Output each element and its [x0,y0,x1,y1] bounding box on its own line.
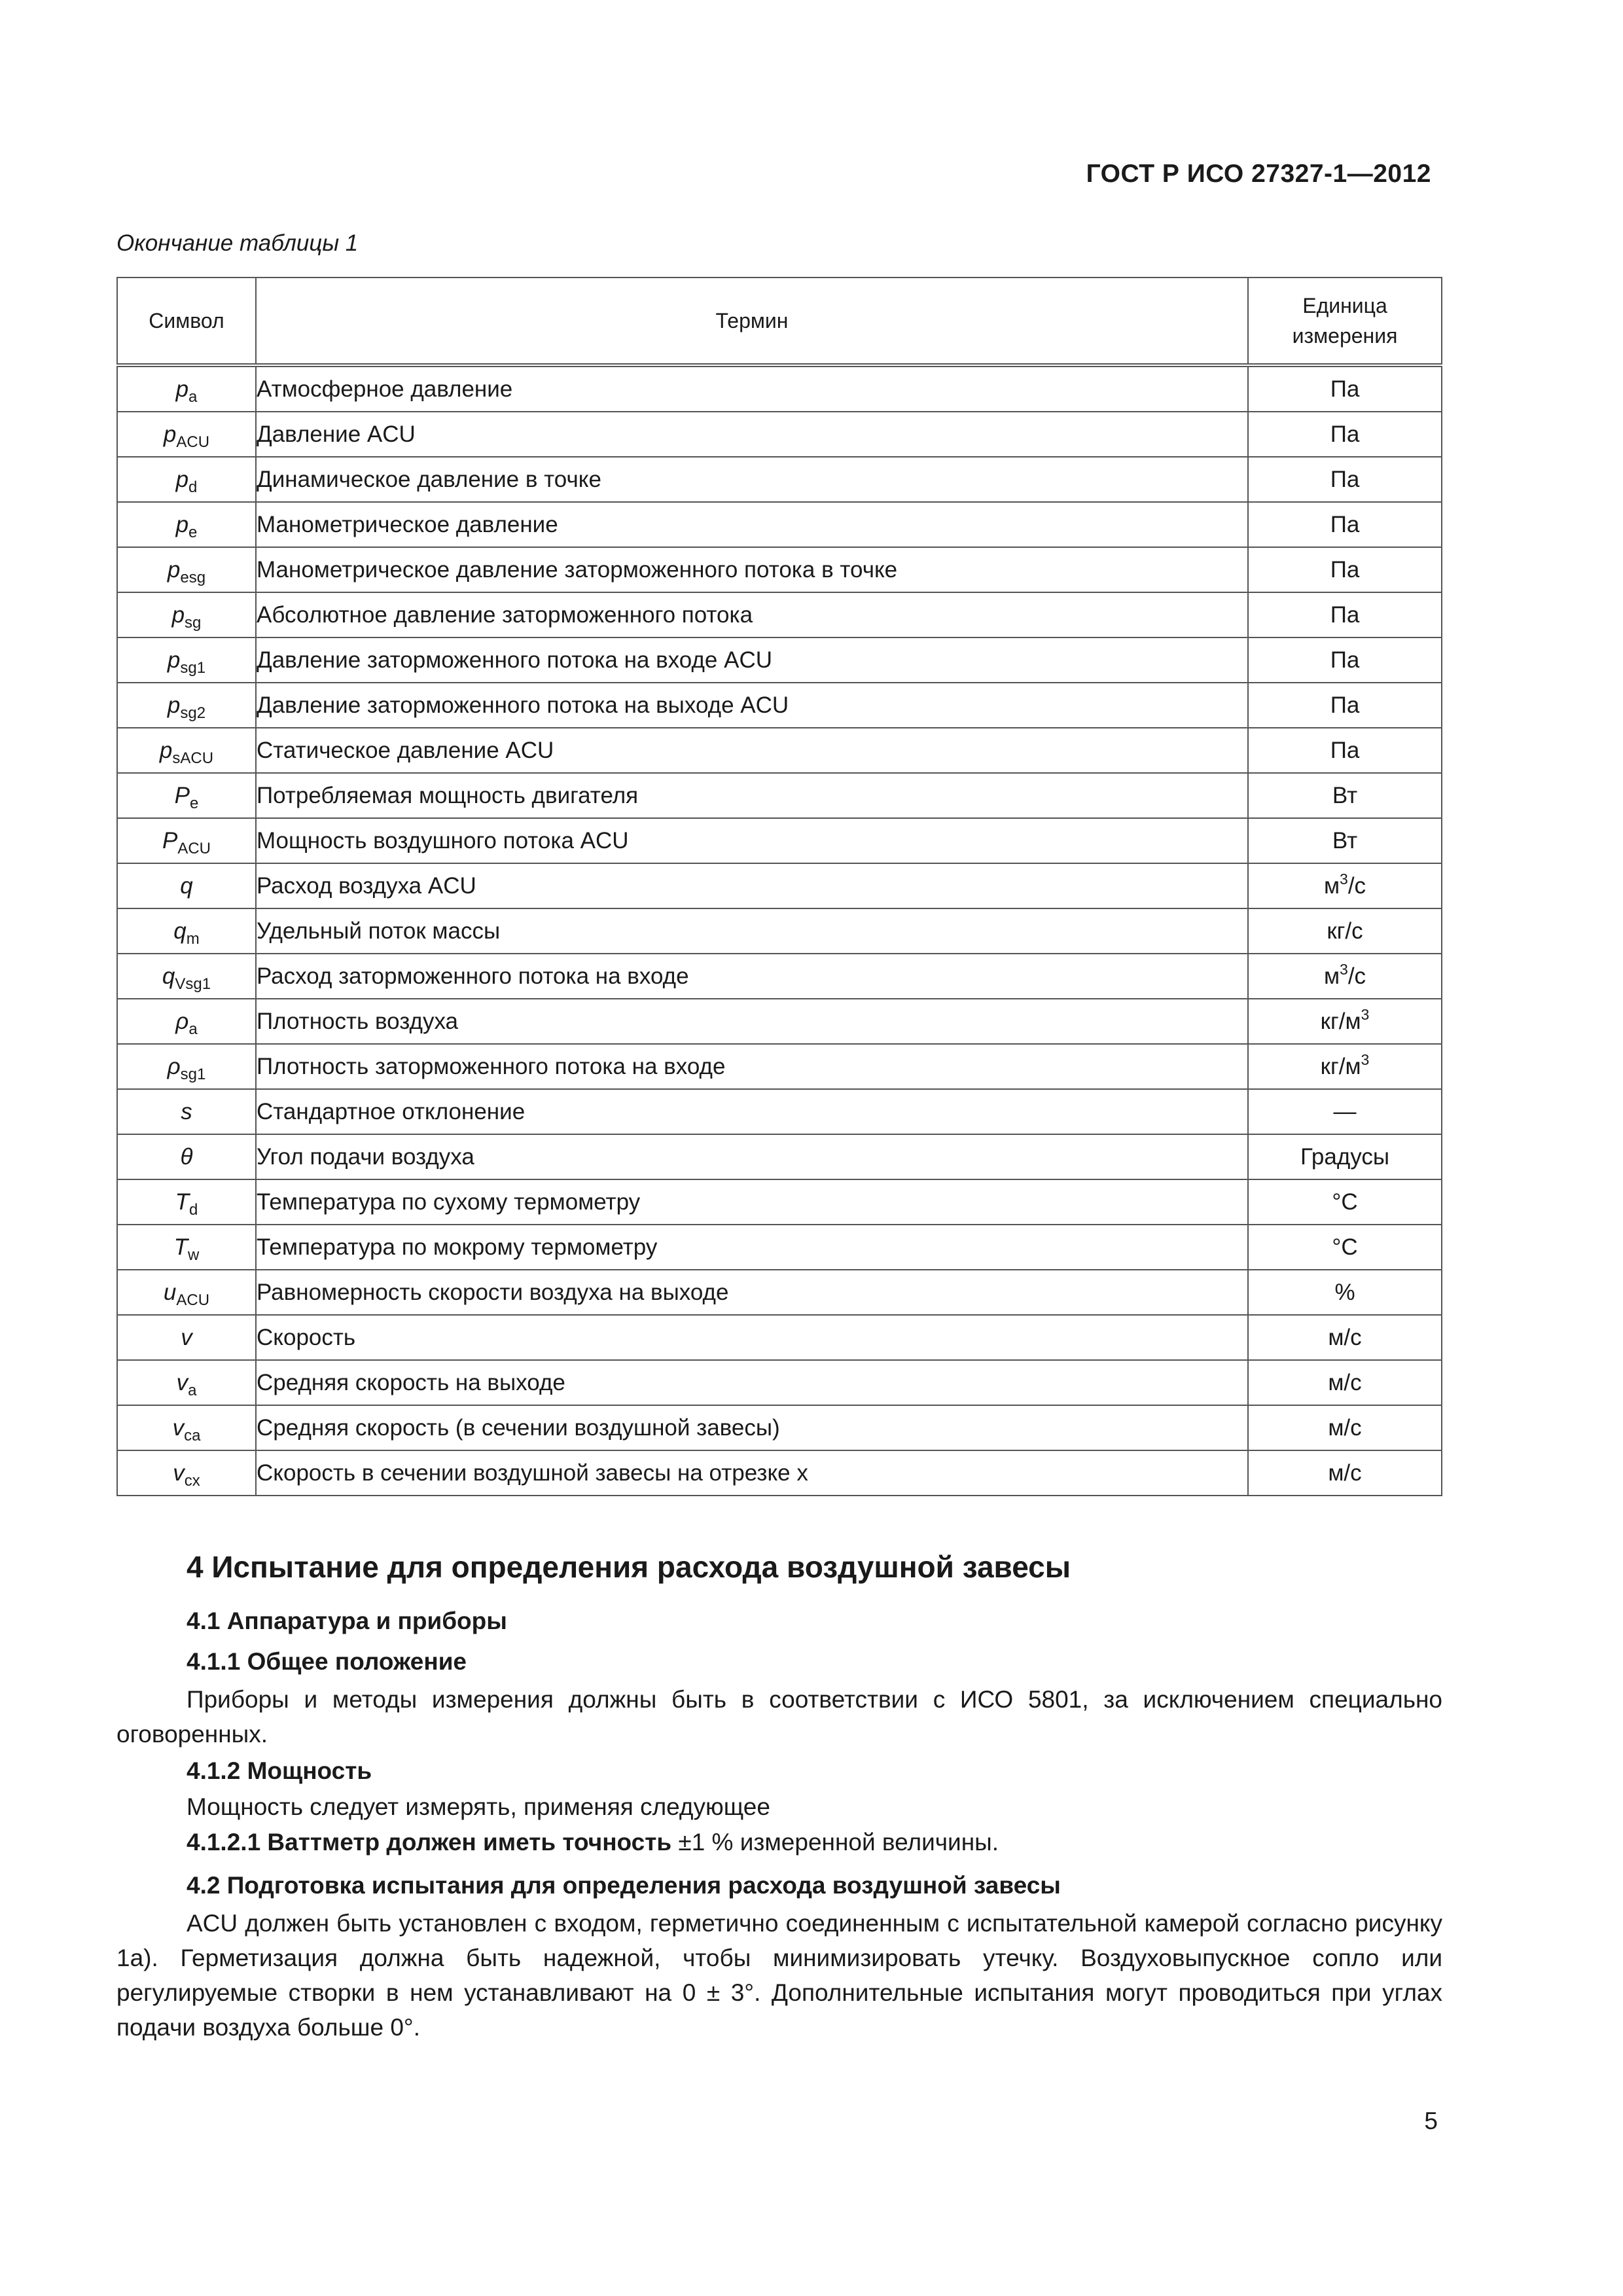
table-row [117,1179,1442,1225]
table-row [117,457,1442,502]
table-caption: Окончание таблицы 1 [116,230,359,256]
table-row [117,1225,1442,1270]
symbol-cell: $v_{ca}$ [117,1405,256,1450]
unit-cell: Вт [1248,773,1442,818]
section-4-2-paragraph: ACU должен быть установлен с входом, герметично соединенным с испытательной камерой согласно рисунку 1а). Герметизация должна быть надежной, чтобы минимизировать утечку. Воздуховыпускное сопло или регулируемые створки в нем устанавливают на 0 ± 3°. Дополнительные испытания могут проводиться при углах подачи воздуха больше 0°. [116,1910,1442,2041]
section-4-1-2-1-line [187,1829,999,1856]
unit-cell: °C [1248,1225,1442,1270]
unit-cell: Па [1248,637,1442,683]
symbol-cell: $u_{ACU}$ [117,1270,256,1315]
symbol-cell: $p_{sg2}$ [117,683,256,728]
table-row [117,818,1442,863]
table-row [117,728,1442,773]
symbol-cell: $p_{sACU}$ [117,728,256,773]
table-row [117,1134,1442,1179]
term-cell: Расход воздуха ACU [256,863,1248,908]
table-row [117,637,1442,683]
symbol-cell: $T_w$ [117,1225,256,1270]
document-code: ГОСТ Р ИСО 27327-1—2012 [1086,160,1431,188]
symbol-cell: $p_{sg1}$ [117,637,256,683]
unit-cell: % [1248,1270,1442,1315]
header-symbol: Символ [117,278,256,365]
table-row [117,365,1442,412]
unit-cell: °C [1248,1179,1442,1225]
symbol-cell: $P_e$ [117,773,256,818]
unit-cell: Па [1248,547,1442,592]
unit-cell: Вт [1248,818,1442,863]
term-cell: Температура по мокрому термометру [256,1225,1248,1270]
term-cell: Угол подачи воздуха [256,1134,1248,1179]
term-cell: Динамическое давление в точке [256,457,1248,502]
table-row [117,683,1442,728]
section-4-title: 4 Испытание для определения расхода воздушной завесы [187,1550,1071,1584]
section-4-1-2-1-bold: 4.1.2.1 Ваттметр должен иметь точность [187,1829,672,1856]
table-row [117,999,1442,1044]
symbol-cell: $p_{esg}$ [117,547,256,592]
symbol-cell: s [117,1089,256,1134]
symbol-cell: $p_{sg}$ [117,592,256,637]
header-term: Термин [256,278,1248,365]
term-cell: Температура по сухому термометру [256,1179,1248,1225]
symbol-cell: q [117,863,256,908]
table-row [117,1089,1442,1134]
table-row [117,1315,1442,1360]
term-cell: Манометрическое давление заторможенного потока в точке [256,547,1248,592]
symbol-cell: $P_{ACU}$ [117,818,256,863]
unit-cell: м/с [1248,1450,1442,1496]
unit-cell: Па [1248,502,1442,547]
term-cell: Скорость [256,1315,1248,1360]
term-cell: Давление ACU [256,412,1248,457]
table-row [117,1360,1442,1405]
term-cell: Стандартное отклонение [256,1089,1248,1134]
table-header-row [117,278,1442,365]
section-4-1-1-paragraph: Приборы и методы измерения должны быть в соответствии с ИСО 5801, за исключением специально оговоренных. [116,1686,1442,1748]
unit-cell: Па [1248,457,1442,502]
unit-cell: $кг/м^3$ [1248,1044,1442,1089]
term-cell: Равномерность скорости воздуха на выходе [256,1270,1248,1315]
table-row [117,908,1442,954]
unit-cell: $м^3/с$ [1248,863,1442,908]
term-cell: Манометрическое давление [256,502,1248,547]
table-row [117,1044,1442,1089]
term-cell: Скорость в сечении воздушной завесы на отрезке x [256,1450,1248,1496]
unit-cell: кг/с [1248,908,1442,954]
symbol-cell: $q_{Vsg1}$ [117,954,256,999]
term-cell: Плотность заторможенного потока на входе [256,1044,1248,1089]
page-number: 5 [1424,2108,1438,2134]
term-cell: Давление заторможенного потока на выходе ACU [256,683,1248,728]
symbol-cell: $p_a$ [117,365,256,412]
symbols-table [116,277,1442,1496]
table-body [117,365,1442,1496]
table-row [117,547,1442,592]
symbol-cell: $v_{cx}$ [117,1450,256,1496]
section-4-2-heading: 4.2 Подготовка испытания для определения расхода воздушной завесы [187,1872,1061,1899]
unit-cell: $м^3/с$ [1248,954,1442,999]
table-row [117,954,1442,999]
table-row [117,412,1442,457]
term-cell: Потребляемая мощность двигателя [256,773,1248,818]
table-row [117,502,1442,547]
term-cell: Расход заторможенного потока на входе [256,954,1248,999]
unit-cell: м/с [1248,1405,1442,1450]
symbol-cell: $\rho_{sg1}$ [117,1044,256,1089]
term-cell: Абсолютное давление заторможенного потока [256,592,1248,637]
table-row [117,1270,1442,1315]
symbol-cell: $v_a$ [117,1360,256,1405]
unit-cell: $кг/м^3$ [1248,999,1442,1044]
unit-cell: м/с [1248,1315,1442,1360]
symbol-cell: $p_{ACU}$ [117,412,256,457]
unit-cell: Па [1248,412,1442,457]
term-cell: Средняя скорость (в сечении воздушной завесы) [256,1405,1248,1450]
term-cell: Мощность воздушного потока ACU [256,818,1248,863]
unit-cell: Па [1248,728,1442,773]
unit-cell: Па [1248,592,1442,637]
section-4-1-2-paragraph: Мощность следует измерять, применяя следующее [187,1793,770,1820]
table-row [117,863,1442,908]
section-4-1-1-heading: 4.1.1 Общее положение [187,1648,467,1675]
table-row [117,1450,1442,1496]
symbol-cell: $p_d$ [117,457,256,502]
table-row [117,592,1442,637]
unit-cell: Па [1248,365,1442,412]
section-4-1-2-1-rest: ±1 % измеренной величины. [671,1829,999,1856]
symbol-cell: θ [117,1134,256,1179]
term-cell: Плотность воздуха [256,999,1248,1044]
term-cell: Давление заторможенного потока на входе ACU [256,637,1248,683]
unit-cell: м/с [1248,1360,1442,1405]
symbol-cell: $q_m$ [117,908,256,954]
header-unit: Единица измерения [1248,278,1442,365]
table-row [117,773,1442,818]
symbol-cell: $\rho_a$ [117,999,256,1044]
section-4-1-2-heading: 4.1.2 Мощность [187,1757,372,1784]
symbol-cell: $T_d$ [117,1179,256,1225]
section-4-1-heading: 4.1 Аппаратура и приборы [187,1607,507,1634]
term-cell: Удельный поток массы [256,908,1248,954]
unit-cell: — [1248,1089,1442,1134]
term-cell: Статическое давление ACU [256,728,1248,773]
table-row [117,1405,1442,1450]
unit-cell: Градусы [1248,1134,1442,1179]
term-cell: Средняя скорость на выходе [256,1360,1248,1405]
symbol-cell: v [117,1315,256,1360]
unit-cell: Па [1248,683,1442,728]
term-cell: Атмосферное давление [256,365,1248,412]
symbol-cell: $p_e$ [117,502,256,547]
